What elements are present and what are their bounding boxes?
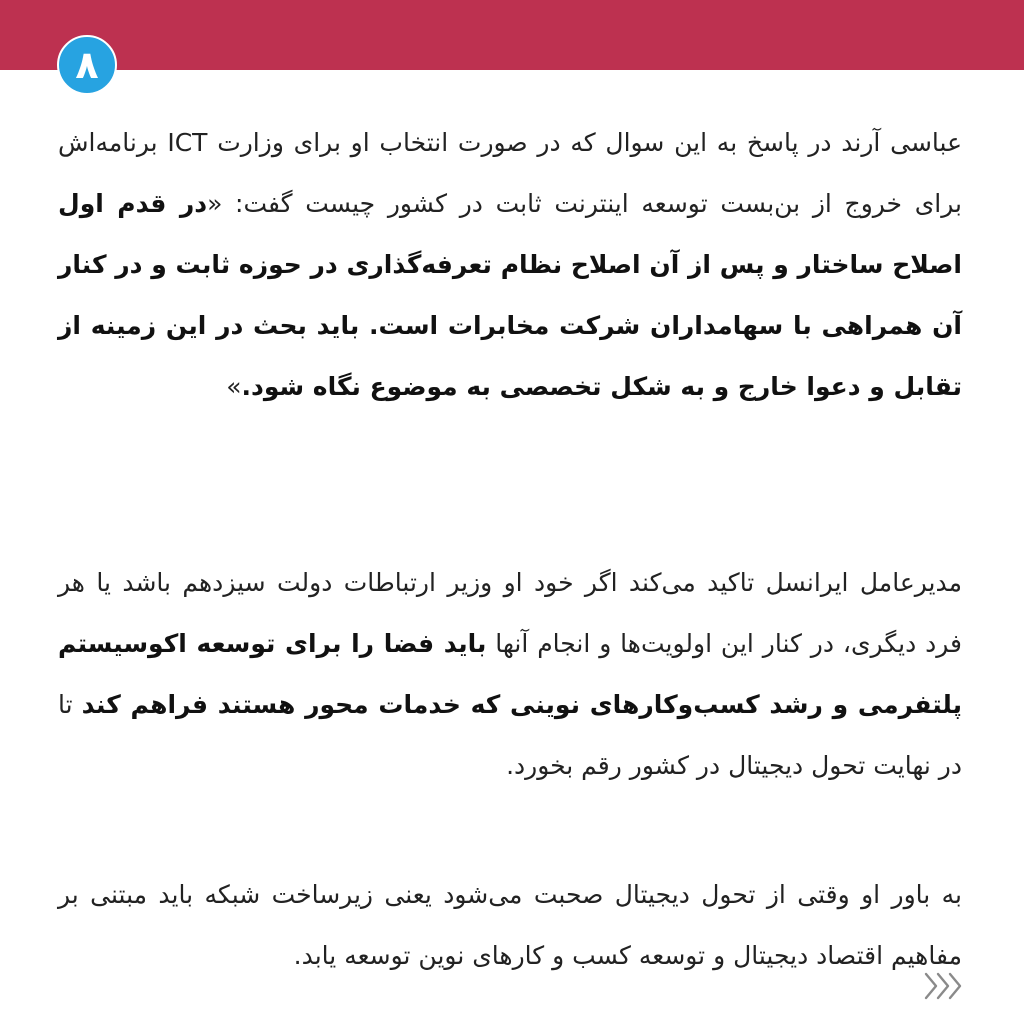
- paragraph-1-quote: در قدم اول اصلاح ساختار و پس از آن اصلاح نظام تعرفه‌گذاری در حوزه ثابت و در کنار آن همراهی با سهامداران شرکت مخابرات است. باید بحث در این زمینه از تقابل و دعوا خارج و به شکل تخصصی به موضوع نگاه شود.: [58, 189, 962, 401]
- article-body: [58, 112, 962, 986]
- paragraph-1: [58, 112, 962, 478]
- paragraph-1-intro: عباسی آرند در پاسخ به این سوال که در صورت انتخاب او برای وزارت ICT برنامه‌اش برای خروج از بن‌بست توسعه اینترنت ثابت در کشور چیست گفت: «: [58, 128, 962, 218]
- paragraph-2-emphasis: باید فضا را برای توسعه اکوسیستم پلتفرمی و رشد کسب‌وکارهای نوینی که خدمات محور هستند فراهم کند: [58, 629, 962, 719]
- page-number-badge: ۸: [57, 35, 117, 95]
- paragraph-2: [58, 552, 962, 796]
- triple-chevron-right-icon-graphic: [922, 968, 966, 1004]
- paragraph-3: به باور او وقتی از تحول دیجیتال صحبت می‌شود یعنی زیرساخت شبکه باید مبتنی بر مفاهیم اقتصاد دیجیتال و توسعه کسب و کارهای نوین توسعه یابد.: [58, 880, 962, 970]
- triple-chevron-right-icon[interactable]: [922, 968, 966, 1004]
- paragraph-2-outro: تا در نهایت تحول دیجیتال در کشور رقم بخورد.: [58, 690, 962, 780]
- paragraph-1-quote-close: »: [226, 372, 242, 401]
- top-banner: [0, 0, 1024, 70]
- paragraph-2-intro: مدیرعامل ایرانسل تاکید می‌کند اگر خود او وزیر ارتباطات دولت سیزدهم باشد یا هر فرد دیگری، در کنار این اولویت‌ها و انجام آنها: [58, 568, 962, 658]
